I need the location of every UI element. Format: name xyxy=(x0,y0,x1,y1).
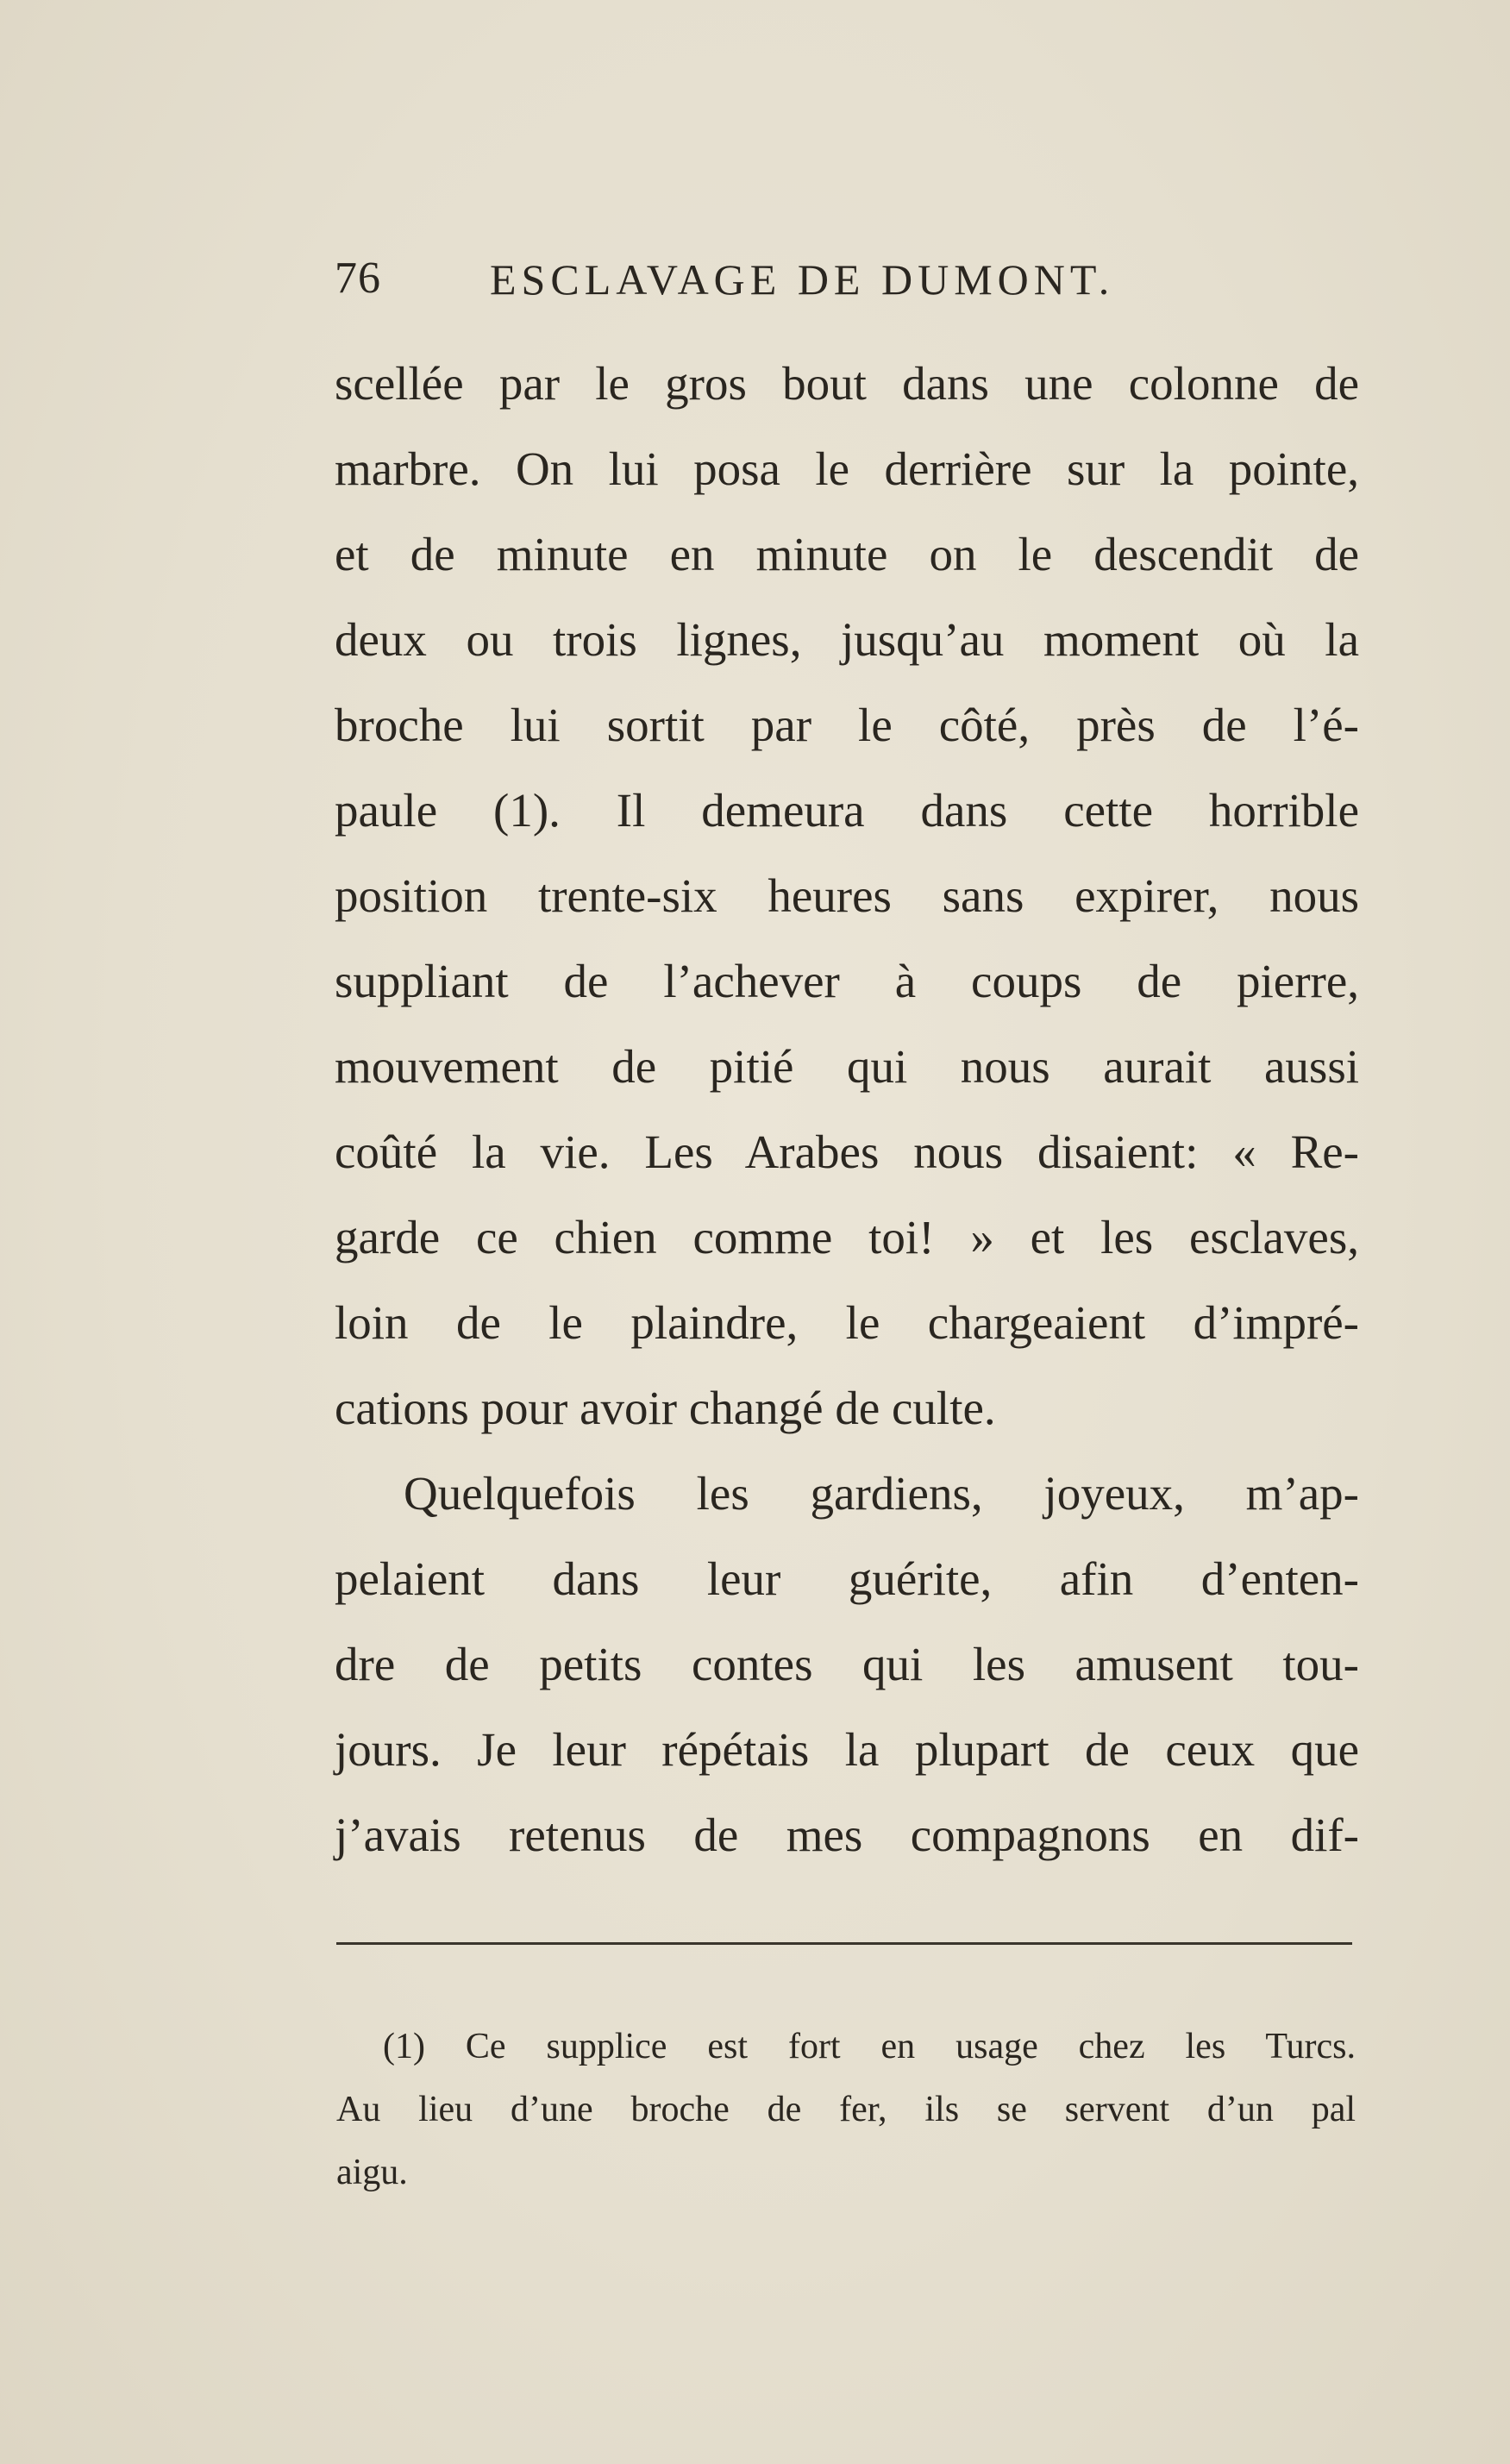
footnote-line: Au lieu d’une broche de fer, ils se servent d’un pal xyxy=(336,2090,1356,2129)
text-line: cations pour avoir changé de culte. xyxy=(335,1382,996,1434)
paragraph-first-line: Quelquefois les gardiens, joyeux, m’ap- xyxy=(404,1467,1359,1520)
text-line: pelaient dans leur guérite, afin d’enten- xyxy=(335,1552,1359,1605)
text-line: dre de petits contes qui les amusent tou- xyxy=(335,1638,1359,1690)
text-line: marbre. On lui posa le derrière sur la pointe, xyxy=(335,442,1359,495)
footnote-line: (1) Ce supplice est fort en usage chez les Turcs. xyxy=(383,2027,1356,2066)
text-line: broche lui sortit par le côté, près de l’é- xyxy=(335,699,1359,751)
text-line: coûté la vie. Les Arabes nous disaient: « Re- xyxy=(335,1125,1359,1178)
text-line: garde ce chien comme toi! » et les esclaves, xyxy=(335,1211,1359,1263)
page-number: 76 xyxy=(335,254,381,303)
text-line: mouvement de pitié qui nous aurait aussi xyxy=(335,1040,1359,1093)
page-header xyxy=(335,253,1206,313)
text-line: deux ou trois lignes, jusqu’au moment où la xyxy=(335,613,1359,666)
text-line: position trente-six heures sans expirer, nous xyxy=(335,869,1359,922)
text-line: j’avais retenus de mes compagnons en dif- xyxy=(335,1809,1359,1861)
footnote-line: aigu. xyxy=(336,2153,408,2192)
text-line: scellée par le gros bout dans une colonne de xyxy=(335,357,1359,410)
footnote xyxy=(336,2016,1356,2204)
text-line: et de minute en minute on le descendit de xyxy=(335,528,1359,580)
text-line: suppliant de l’achever à coups de pierre, xyxy=(335,955,1359,1007)
body-text xyxy=(335,341,1359,1878)
footnote-divider xyxy=(336,1942,1352,1945)
text-line: paule (1). Il demeura dans cette horrible xyxy=(335,784,1359,837)
running-title: ESCLAVAGE DE DUMONT. xyxy=(490,255,1115,304)
text-line: jours. Je leur répétais la plupart de ceux que xyxy=(335,1723,1359,1776)
text-line: loin de le plaindre, le chargeaient d’impré- xyxy=(335,1296,1359,1349)
